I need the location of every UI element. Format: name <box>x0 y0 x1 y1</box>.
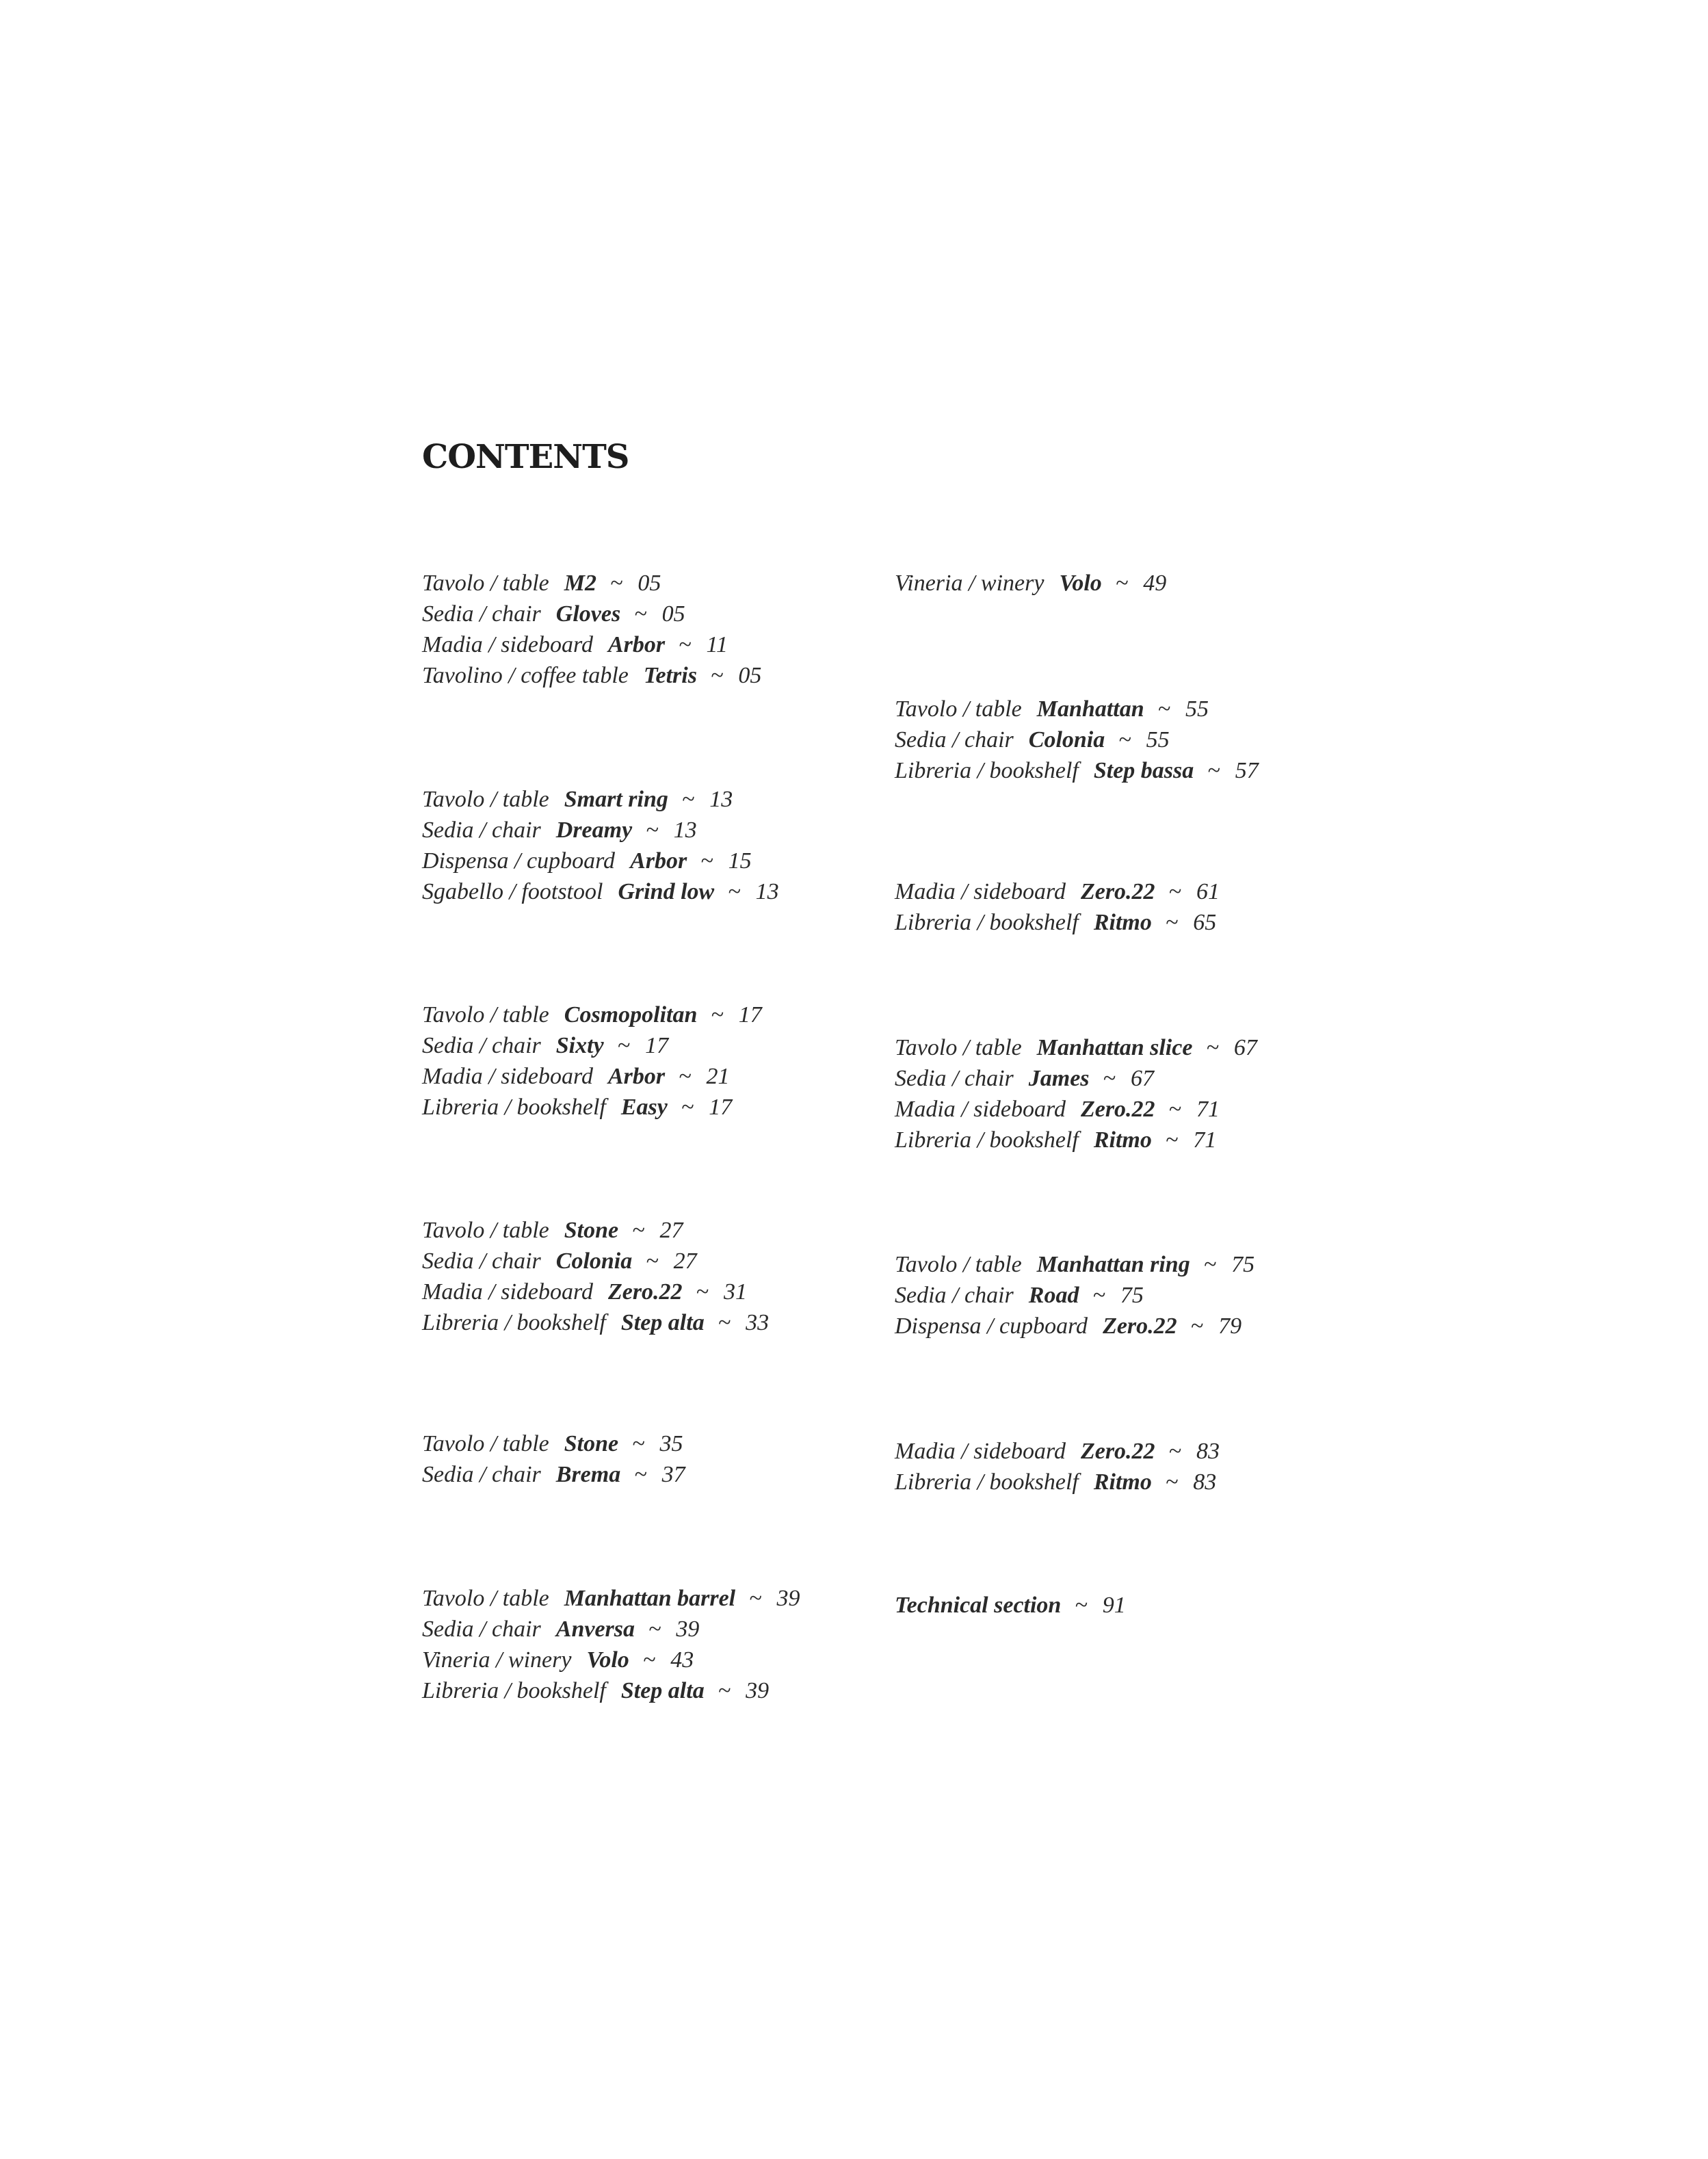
entry-category: Libreria / bookshelf <box>895 1469 1079 1495</box>
entry-category: Sgabello / footstool <box>422 879 603 904</box>
toc-entry <box>422 876 779 907</box>
entry-category: Sedia / chair <box>895 1283 1014 1308</box>
toc-entry <box>895 907 1220 938</box>
right-group-2 <box>895 694 1259 786</box>
page-number: 17 <box>709 1095 733 1120</box>
entry-category: Sedia / chair <box>422 817 541 843</box>
entry-category: Tavolo / table <box>422 1218 549 1243</box>
toc-entry <box>422 815 779 846</box>
entry-product-name: Arbor <box>607 1064 666 1089</box>
technical-section-label: Technical section <box>895 1593 1062 1618</box>
separator-tilde: ~ <box>679 1064 692 1089</box>
separator-tilde: ~ <box>728 879 741 904</box>
page-number: 75 <box>1231 1252 1255 1277</box>
entry-category: Tavolino / coffee table <box>422 663 629 688</box>
separator-tilde: ~ <box>1165 910 1179 935</box>
entry-product-name: Manhattan <box>1036 696 1144 722</box>
page-number: 05 <box>638 571 661 596</box>
entry-product-name: Ritmo <box>1093 1127 1152 1153</box>
entry-category: Tavolo / table <box>422 787 549 812</box>
separator-tilde: ~ <box>1157 696 1171 722</box>
toc-entry <box>422 784 779 815</box>
toc-entry <box>422 1246 769 1277</box>
page-number: 33 <box>746 1310 770 1335</box>
entry-product-name: Zero.22 <box>1080 1439 1155 1464</box>
toc-entry <box>422 1583 800 1614</box>
page-number: 71 <box>1196 1097 1220 1122</box>
toc-entry <box>422 568 761 599</box>
entry-product-name: James <box>1028 1066 1090 1091</box>
page-number: 65 <box>1193 910 1217 935</box>
toc-entry <box>895 568 1166 599</box>
separator-tilde: ~ <box>1203 1252 1217 1277</box>
separator-tilde: ~ <box>1092 1283 1105 1308</box>
entry-category: Sedia / chair <box>422 1248 541 1274</box>
entry-product-name: Ritmo <box>1093 1469 1152 1495</box>
page-number: 49 <box>1143 571 1167 596</box>
separator-tilde: ~ <box>718 1310 731 1335</box>
entry-product-name: Arbor <box>607 632 666 657</box>
page-number: 27 <box>673 1248 697 1274</box>
entry-category: Tavolo / table <box>422 1431 549 1456</box>
page-number: 57 <box>1235 758 1259 783</box>
page-number: 71 <box>1193 1127 1217 1153</box>
entry-category: Libreria / bookshelf <box>422 1095 606 1120</box>
page-number: 83 <box>1196 1439 1220 1464</box>
toc-entry <box>422 1307 769 1338</box>
separator-tilde: ~ <box>700 848 713 874</box>
entry-category: Libreria / bookshelf <box>422 1678 606 1703</box>
entry-product-name: Road <box>1028 1283 1079 1308</box>
entry-product-name: Zero.22 <box>1080 1097 1155 1122</box>
entry-category: Libreria / bookshelf <box>422 1310 606 1335</box>
entry-category: Madia / sideboard <box>895 1439 1066 1464</box>
toc-entry <box>422 1459 685 1490</box>
page-number: 13 <box>709 787 733 812</box>
page-number: 21 <box>706 1064 730 1089</box>
toc-entry <box>422 999 762 1030</box>
page-number: 05 <box>738 663 762 688</box>
page-number: 39 <box>776 1586 800 1611</box>
toc-entry <box>895 1094 1257 1125</box>
separator-tilde: ~ <box>1103 1066 1116 1091</box>
entry-product-name: Colonia <box>555 1248 633 1274</box>
entry-category: Sedia / chair <box>895 1066 1014 1091</box>
toc-entry <box>422 1645 800 1675</box>
entry-product-name: Grind low <box>618 879 715 904</box>
page-number: 75 <box>1120 1283 1144 1308</box>
separator-tilde: ~ <box>610 571 623 596</box>
separator-tilde: ~ <box>718 1678 731 1703</box>
page-number: 35 <box>659 1431 683 1456</box>
entry-product-name: Step alta <box>620 1310 705 1335</box>
entry-product-name: Stone <box>564 1218 619 1243</box>
entry-category: Madia / sideboard <box>895 1097 1066 1122</box>
entry-category: Dispensa / cupboard <box>422 848 616 874</box>
separator-tilde: ~ <box>749 1586 762 1611</box>
entry-product-name: Ritmo <box>1093 910 1152 935</box>
page-number: 05 <box>661 601 685 627</box>
page-number: 67 <box>1233 1035 1257 1060</box>
entry-category: Tavolo / table <box>895 1252 1022 1277</box>
toc-entry <box>422 1092 762 1123</box>
left-group-6 <box>422 1583 800 1706</box>
toc-entry <box>422 1428 685 1459</box>
entry-product-name: Zero.22 <box>1080 879 1155 904</box>
separator-tilde: ~ <box>679 632 692 657</box>
separator-tilde: ~ <box>1168 1439 1181 1464</box>
page-number: 13 <box>673 817 697 843</box>
page-number: 67 <box>1130 1066 1154 1091</box>
toc-entry <box>895 724 1259 755</box>
page-number: 27 <box>659 1218 683 1243</box>
right-group-4 <box>895 1032 1257 1155</box>
separator-tilde: ~ <box>1115 571 1129 596</box>
entry-product-name: Stone <box>564 1431 619 1456</box>
separator-tilde: ~ <box>1207 758 1220 783</box>
entry-product-name: Sixty <box>555 1033 604 1058</box>
separator-tilde: ~ <box>648 1617 661 1642</box>
toc-entry <box>895 1125 1257 1155</box>
entry-product-name: Zero.22 <box>607 1279 683 1305</box>
separator-tilde: ~ <box>1118 727 1131 753</box>
entry-product-name: Volo <box>586 1647 629 1673</box>
entry-product-name: Tetris <box>643 663 697 688</box>
toc-entry <box>422 1614 800 1645</box>
toc-entry <box>895 694 1259 724</box>
toc-entry <box>422 629 761 660</box>
page-number: 13 <box>755 879 779 904</box>
entry-category: Sedia / chair <box>422 1462 541 1487</box>
page-number: 55 <box>1146 727 1170 753</box>
toc-entry <box>895 1311 1254 1342</box>
separator-tilde: ~ <box>617 1033 631 1058</box>
toc-entry <box>895 1436 1220 1467</box>
entry-product-name: Smart ring <box>564 787 668 812</box>
entry-product-name: Brema <box>555 1462 621 1487</box>
entry-product-name: Step bassa <box>1093 758 1194 783</box>
entry-category: Tavolo / table <box>895 696 1022 722</box>
page-number: 43 <box>670 1647 694 1673</box>
entry-product-name: Gloves <box>555 601 621 627</box>
right-group-6 <box>895 1436 1220 1497</box>
entry-category: Tavolo / table <box>422 571 549 596</box>
entry-product-name: Manhattan slice <box>1036 1035 1193 1060</box>
page-number: 31 <box>723 1279 747 1305</box>
separator-tilde: ~ <box>634 1462 647 1487</box>
entry-category: Sedia / chair <box>422 1033 541 1058</box>
separator-tilde: ~ <box>1168 1097 1181 1122</box>
entry-product-name: Easy <box>620 1095 668 1120</box>
page-number: 83 <box>1193 1469 1217 1495</box>
toc-entry <box>422 1277 769 1307</box>
page-number: 39 <box>676 1617 700 1642</box>
separator-tilde: ~ <box>681 787 695 812</box>
toc-entry <box>895 1280 1254 1311</box>
separator-tilde: ~ <box>696 1279 709 1305</box>
toc-entry <box>895 1032 1257 1063</box>
entry-category: Sedia / chair <box>422 601 541 627</box>
toc-entry <box>895 1467 1220 1497</box>
separator-tilde: ~ <box>711 1002 724 1028</box>
left-group-5 <box>422 1428 685 1490</box>
toc-entry <box>422 1675 800 1706</box>
entry-product-name: Step alta <box>620 1678 705 1703</box>
technical-section-entry <box>895 1590 1126 1621</box>
entry-category: Sedia / chair <box>895 727 1014 753</box>
separator-tilde: ~ <box>1075 1593 1088 1618</box>
page-title: CONTENTS <box>422 438 629 476</box>
page-number: 15 <box>728 848 752 874</box>
separator-tilde: ~ <box>646 817 659 843</box>
page-number: 79 <box>1218 1313 1242 1339</box>
toc-entry <box>422 599 761 629</box>
toc-entry <box>422 660 761 691</box>
left-group-4 <box>422 1215 769 1338</box>
entry-category: Dispensa / cupboard <box>895 1313 1088 1339</box>
separator-tilde: ~ <box>1206 1035 1219 1060</box>
toc-entry <box>422 846 779 876</box>
page-number: 17 <box>645 1033 669 1058</box>
left-group-2 <box>422 784 779 907</box>
entry-category: Libreria / bookshelf <box>895 758 1079 783</box>
entry-product-name: Anversa <box>555 1617 635 1642</box>
right-group-1 <box>895 568 1166 599</box>
entry-product-name: Dreamy <box>555 817 633 843</box>
page-number: 37 <box>661 1462 685 1487</box>
separator-tilde: ~ <box>646 1248 659 1274</box>
separator-tilde: ~ <box>632 1218 645 1243</box>
entry-product-name: Colonia <box>1028 727 1105 753</box>
entry-product-name: Volo <box>1059 571 1102 596</box>
entry-category: Libreria / bookshelf <box>895 910 1079 935</box>
entry-category: Madia / sideboard <box>422 1279 593 1305</box>
separator-tilde: ~ <box>1168 879 1181 904</box>
entry-category: Tavolo / table <box>422 1586 549 1611</box>
page-number: 61 <box>1196 879 1220 904</box>
entry-category: Madia / sideboard <box>422 632 593 657</box>
page-number: 55 <box>1185 696 1209 722</box>
toc-entry <box>422 1030 762 1061</box>
page-number: 91 <box>1102 1593 1126 1618</box>
page-number: 11 <box>706 632 728 657</box>
entry-product-name: Cosmopolitan <box>564 1002 698 1028</box>
separator-tilde: ~ <box>642 1647 656 1673</box>
entry-category: Madia / sideboard <box>895 879 1066 904</box>
toc-entry <box>895 1063 1257 1094</box>
separator-tilde: ~ <box>632 1431 645 1456</box>
left-group-1 <box>422 568 761 691</box>
toc-entry <box>422 1215 769 1246</box>
page-number: 17 <box>738 1002 762 1028</box>
entry-category: Vineria / winery <box>895 571 1044 596</box>
entry-product-name: Manhattan ring <box>1036 1252 1190 1277</box>
separator-tilde: ~ <box>1190 1313 1204 1339</box>
separator-tilde: ~ <box>710 663 724 688</box>
toc-entry <box>422 1061 762 1092</box>
separator-tilde: ~ <box>634 601 647 627</box>
separator-tilde: ~ <box>1165 1127 1179 1153</box>
entry-category: Madia / sideboard <box>422 1064 593 1089</box>
right-group-3 <box>895 876 1220 938</box>
toc-entry <box>895 755 1259 786</box>
entry-category: Libreria / bookshelf <box>895 1127 1079 1153</box>
toc-entry <box>895 1249 1254 1280</box>
entry-product-name: Arbor <box>630 848 687 874</box>
separator-tilde: ~ <box>681 1095 694 1120</box>
entry-product-name: Manhattan barrel <box>564 1586 736 1611</box>
entry-category: Sedia / chair <box>422 1617 541 1642</box>
entry-category: Tavolo / table <box>422 1002 549 1028</box>
entry-category: Tavolo / table <box>895 1035 1022 1060</box>
entry-category: Vineria / winery <box>422 1647 572 1673</box>
left-group-3 <box>422 999 762 1123</box>
page-number: 39 <box>746 1678 770 1703</box>
entry-product-name: Zero.22 <box>1103 1313 1177 1339</box>
right-group-5 <box>895 1249 1254 1342</box>
entry-product-name: M2 <box>564 571 596 596</box>
separator-tilde: ~ <box>1165 1469 1179 1495</box>
toc-entry <box>895 876 1220 907</box>
